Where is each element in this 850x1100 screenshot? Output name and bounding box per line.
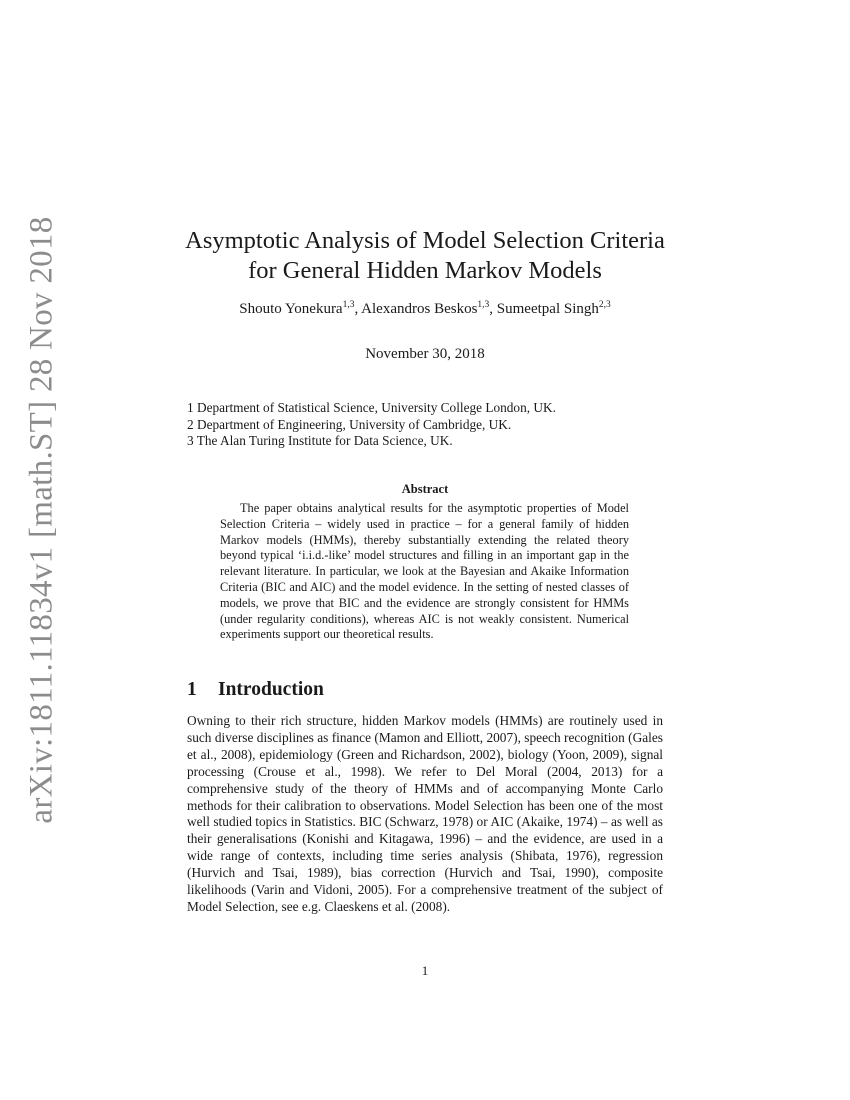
section-title: Introduction <box>218 679 324 700</box>
author-affiliation-marker: 1,3 <box>342 300 355 310</box>
section-heading <box>187 679 324 701</box>
arxiv-identifier-stamp: arXiv:1811.11834v1 [math.ST] 28 Nov 2018 <box>23 216 60 824</box>
affiliation-item: 2 Department of Engineering, University of Cambridge, UK. <box>187 416 512 432</box>
abstract-heading: Abstract <box>401 482 449 496</box>
introduction-paragraph: Owning to their rich structure, hidden Markov models (HMMs) are routinely used in such diverse disciplines as finance (Mamon and Elliott, 2007), speech recognition (Gales et al., 2008), epidemiology (Green and Richardson, 2002), biology (Yoon, 2009), signal processing (Crouse et al., 1998). We refer to Del Moral (2004, 2013) for a comprehensive study of the theory of HMMs and of accompanying Monte Carlo methods for their calibration to observations. Model Selection has been one of the most well studied topics in Statistics. BIC (Schwarz, 1978) or AIC (Akaike, 1974) – as well as their generalisations (Konishi and Kitagawa, 1996) – and the evidence, are used in a wide range of contexts, including time series analysis (Shibata, 1976), regression (Hurvich and Tsai, 1989), bias correction (Hurvich and Tsai, 1990), composite likelihoods (Varin and Vidoni, 2005). For a comprehensive treatment of the subject of Model Selection, see e.g. Claeskens et al. (2008). <box>187 713 663 914</box>
author-affiliation-marker: 1,3 <box>477 300 490 310</box>
author-name: Alexandros Beskos <box>361 301 478 317</box>
section-number: 1 <box>187 679 197 700</box>
author-affiliation-marker: 2,3 <box>598 300 611 310</box>
title-line-2: for General Hidden Markov Models <box>248 257 602 284</box>
affiliation-item: 3 The Alan Turing Institute for Data Science, UK. <box>187 433 453 448</box>
page-number: 1 <box>421 963 429 978</box>
author-name: Sumeetpal Singh <box>496 301 599 317</box>
abstract-text: The paper obtains analytical results for the asymptotic properties of Model Selection Criteria – widely used in practice – for a general family of hidden Markov models (HMMs), thereby substantially extending the related theory beyond typical ‘i.i.d.-like’ model structures and filling in an important gap in the relevant literature. In particular, we look at the Bayesian and Akaike Information Criteria (BIC and AIC) and the model evidence. In the setting of nested classes of models, we prove that BIC and the evidence are strongly consistent for HMMs (under regularity conditions), whereas AIC is not weakly consistent. Numerical experiments support our theoretical results. <box>220 501 629 642</box>
affiliation-list <box>187 400 556 450</box>
affiliation-item: 1 Department of Statistical Science, University College London, UK. <box>187 400 556 415</box>
publication-date: November 30, 2018 <box>365 346 485 362</box>
author-list: Shouto Yonekura$^{1,3}$, Alexandros Beskos$^{1,3}$, Sumeetpal Singh$^{2,3}$ <box>239 300 611 317</box>
title-line-1: Asymptotic Analysis of Model Selection Criteria <box>185 227 665 254</box>
author-name: Shouto Yonekura <box>239 301 343 317</box>
paper-title <box>150 226 700 286</box>
